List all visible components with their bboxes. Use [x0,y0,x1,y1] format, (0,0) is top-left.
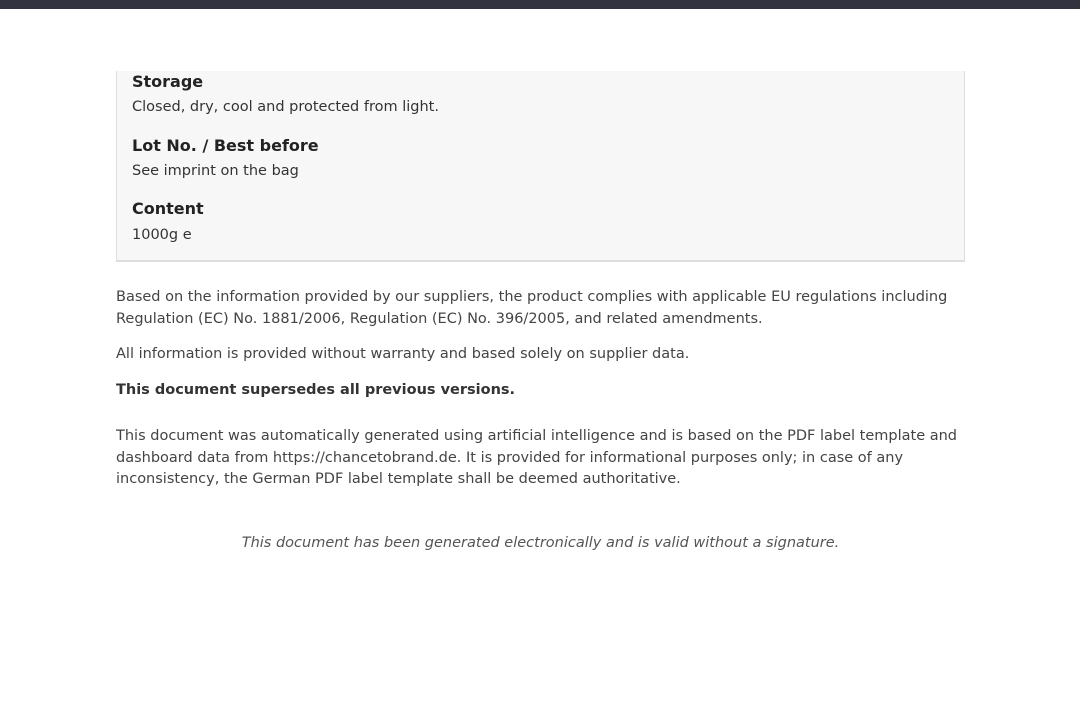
content-label: Content [132,199,204,218]
storage-value: Closed, dry, cool and protected from light. [132,99,439,115]
top-bar [0,0,1080,9]
supersedes-statement: This document supersedes all previous versions. [116,382,516,398]
lot-best-before-label: Lot No. / Best before [132,136,319,155]
content-value: 1000g e [132,227,192,243]
ai-generation-notice: This document was automatically generated using artificial intelligence and is based on the PDF label template and dashboard data from https://chancetobrand.de. It is provided for informational purposes only; in case of any inconsistency, the German PDF label template shall be deemed authoritative. [116,428,958,487]
warranty-paragraph: All information is provided without warranty and based solely on supplier data. [116,346,690,362]
lot-best-before-value: See imprint on the bag [132,163,299,179]
signature-note: This document has been generated electronically and is valid without a signature. [241,535,840,551]
compliance-paragraph: Based on the information provided by our suppliers, the product complies with applicable EU regulations including Regulation (EC) No. 1881/2006, Regulation (EC) No. 396/2005, and related amendments. [116,289,948,327]
product-info-box [116,71,965,262]
storage-label: Storage [132,72,204,91]
